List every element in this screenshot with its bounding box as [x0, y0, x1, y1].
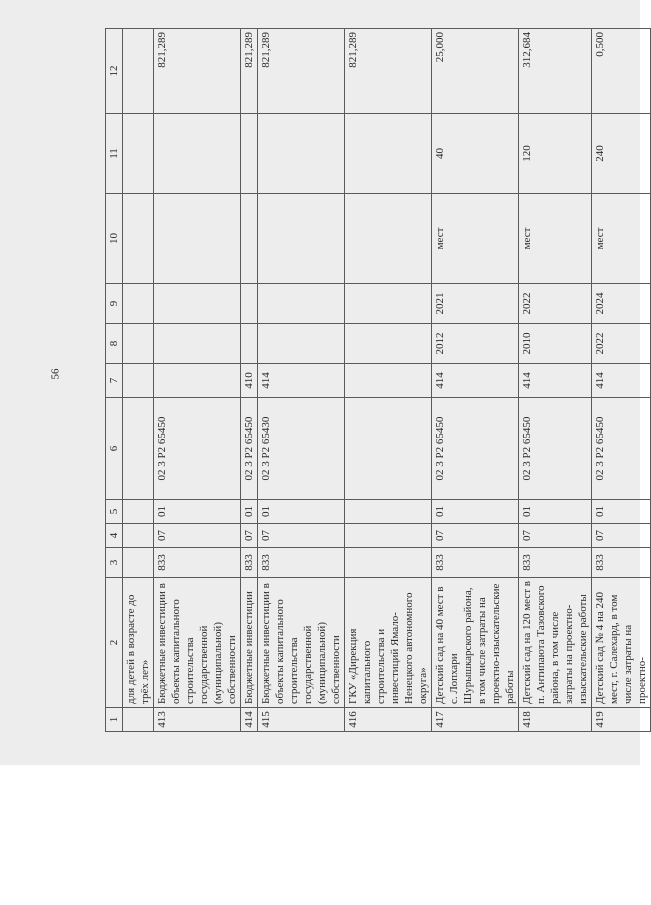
table-cell: [241, 194, 258, 284]
table-cell: 833: [432, 548, 519, 578]
table-cell: 0,500: [592, 29, 651, 114]
row-name-cell: Бюджетные инвестиции в объекты капитального строительства государственной (муниципальной) собственности: [154, 578, 241, 708]
table-cell: [154, 114, 241, 194]
table-cell: 414: [258, 364, 345, 398]
table-cell: 416: [345, 708, 432, 732]
table-cell: 2010: [519, 324, 592, 364]
table-cell: 120: [519, 114, 592, 194]
table-cell: [154, 324, 241, 364]
table-cell: 833: [154, 548, 241, 578]
table-row: [592, 29, 651, 732]
table-row: [519, 29, 592, 732]
table-row: [241, 29, 258, 732]
row-name-cell: Детский сад на 40 мест в с. Лопхари Шурышкарского района, в том числе затраты на проектно-изыскательские работы: [432, 578, 519, 708]
header-row: [106, 29, 123, 732]
column-header: 6: [106, 398, 123, 500]
table-cell: 2024: [592, 284, 651, 324]
table-cell: 833: [592, 548, 651, 578]
column-header: 11: [106, 114, 123, 194]
table-cell: 833: [519, 548, 592, 578]
table-cell: 02 3 P2 65450: [241, 398, 258, 500]
table-cell: [345, 324, 432, 364]
table-cell: 821,289: [345, 29, 432, 114]
row-name-cell: Детский сад № 4 на 240 мест, г. Салехард, в том числе затраты на проектно-: [592, 578, 651, 708]
table-cell: [345, 398, 432, 500]
table-cell: 02 3 P2 65450: [592, 398, 651, 500]
table-cell: мест: [592, 194, 651, 284]
table-cell: [345, 500, 432, 524]
budget-table: [105, 28, 651, 732]
table-cell: мест: [519, 194, 592, 284]
table-cell: мест: [432, 194, 519, 284]
row-name-cell: ГКУ «Дирекция капитального строительства и инвестиций Ямало-Ненецкого автономного округа»: [345, 578, 432, 708]
table-cell: 01: [241, 500, 258, 524]
table-row: [345, 29, 432, 732]
table-row: [258, 29, 345, 732]
table-cell: 419: [592, 708, 651, 732]
column-header: 9: [106, 284, 123, 324]
table-cell: [123, 29, 154, 114]
table-cell: 833: [241, 548, 258, 578]
table-cell: 25,000: [432, 29, 519, 114]
column-header: 2: [106, 578, 123, 708]
table-cell: 07: [592, 524, 651, 548]
table-cell: 414: [519, 364, 592, 398]
table-cell: [241, 324, 258, 364]
table-cell: 833: [258, 548, 345, 578]
table-cell: [345, 284, 432, 324]
table-cell: [345, 548, 432, 578]
row-name-cell: Детский сад на 120 мест в п. Антипаюта Тазовского района, в том числе затраты на проектно-изыскательские работы: [519, 578, 592, 708]
column-header: 5: [106, 500, 123, 524]
row-name-cell: для детей в возрасте до трёх лет»: [123, 578, 154, 708]
table-cell: 240: [592, 114, 651, 194]
table-cell: 410: [241, 364, 258, 398]
table-cell: 414: [241, 708, 258, 732]
table-cell: [123, 284, 154, 324]
table-cell: [154, 364, 241, 398]
table-cell: 07: [519, 524, 592, 548]
table-cell: 02 3 P2 65450: [432, 398, 519, 500]
page-number: 56: [49, 368, 62, 380]
column-header: 4: [106, 524, 123, 548]
table-cell: [258, 194, 345, 284]
table-cell: [345, 524, 432, 548]
table-cell: 01: [519, 500, 592, 524]
table-cell: 413: [154, 708, 241, 732]
table-cell: 01: [258, 500, 345, 524]
table-cell: [345, 114, 432, 194]
table-cell: 02 3 P2 65430: [258, 398, 345, 500]
table-cell: [258, 114, 345, 194]
table-cell: 414: [592, 364, 651, 398]
column-header: 10: [106, 194, 123, 284]
table-cell: 2022: [592, 324, 651, 364]
table-cell: 2021: [432, 284, 519, 324]
row-name-cell: Бюджетные инвестиции: [241, 578, 258, 708]
table-cell: 40: [432, 114, 519, 194]
column-header: 8: [106, 324, 123, 364]
table-cell: [123, 114, 154, 194]
row-name-cell: Бюджетные инвестиции в объекты капитального строительства государственной (муниципальной) собственности: [258, 578, 345, 708]
table-cell: [258, 284, 345, 324]
table-cell: [241, 284, 258, 324]
table-cell: [123, 364, 154, 398]
table-cell: 07: [432, 524, 519, 548]
table-cell: 07: [258, 524, 345, 548]
column-header: 1: [106, 708, 123, 732]
table-cell: 02 3 P2 65450: [519, 398, 592, 500]
table-cell: 07: [154, 524, 241, 548]
table-cell: [123, 398, 154, 500]
table-cell: [123, 548, 154, 578]
table-cell: 01: [592, 500, 651, 524]
table-cell: 07: [241, 524, 258, 548]
table-cell: 821,289: [154, 29, 241, 114]
table-cell: [123, 524, 154, 548]
table-row: [154, 29, 241, 732]
table-cell: [345, 194, 432, 284]
table-cell: 2022: [519, 284, 592, 324]
column-header: 3: [106, 548, 123, 578]
table-cell: 01: [154, 500, 241, 524]
table-cell: [123, 324, 154, 364]
table-cell: 418: [519, 708, 592, 732]
table-cell: [154, 194, 241, 284]
table-cell: 821,289: [258, 29, 345, 114]
rotated-table-wrap: [105, 29, 648, 732]
table-cell: 417: [432, 708, 519, 732]
table-cell: 415: [258, 708, 345, 732]
table-cell: [241, 114, 258, 194]
table-cell: 312,684: [519, 29, 592, 114]
table-cell: 01: [432, 500, 519, 524]
column-header: 12: [106, 29, 123, 114]
table-cell: 821,289: [241, 29, 258, 114]
table-cell: 2012: [432, 324, 519, 364]
table-row: [123, 29, 154, 732]
table-cell: [123, 194, 154, 284]
table-cell: [123, 708, 154, 732]
table-cell: [345, 364, 432, 398]
table-cell: [123, 500, 154, 524]
table-cell: 414: [432, 364, 519, 398]
table-row: [432, 29, 519, 732]
column-header: 7: [106, 364, 123, 398]
table-cell: [154, 284, 241, 324]
table-cell: [258, 324, 345, 364]
table-cell: 02 3 P2 65450: [154, 398, 241, 500]
